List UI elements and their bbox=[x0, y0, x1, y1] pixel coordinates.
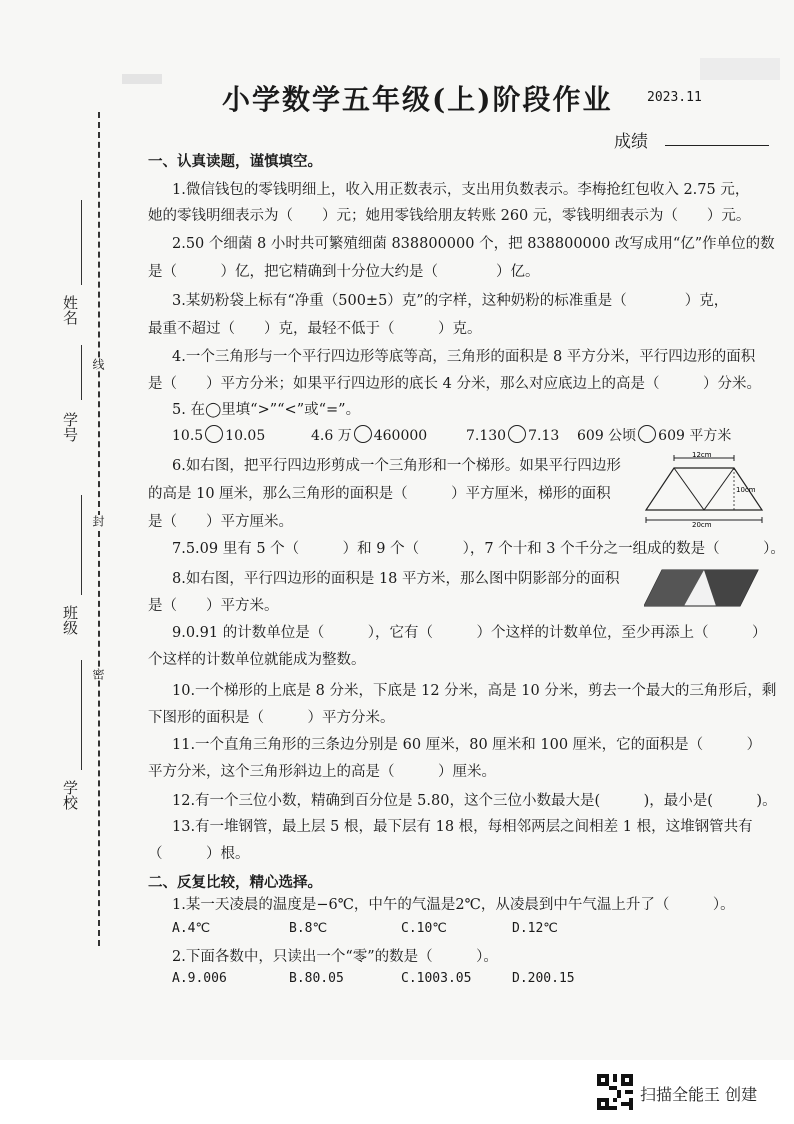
class-blank[interactable] bbox=[81, 495, 82, 595]
seal-word-seal: 封 bbox=[91, 515, 105, 527]
name-label: 姓名 bbox=[61, 295, 79, 325]
question-line: 3.某奶粉袋上标有“净重（500±5）克”的字样，这种奶粉的标准重是（ ）克， bbox=[172, 293, 729, 309]
question-line: 11.一个直角三角形的三条边分别是 60 厘米，80 厘米和 100 厘米，它的面积是（ ） bbox=[172, 737, 762, 753]
question-line: 12.有一个三位小数，精确到百分位是 5.80，这个三位小数最大是( )，最小是( )。 bbox=[172, 793, 777, 809]
binding-dashed-line bbox=[98, 112, 100, 946]
question-line: 平方分米，这个三角形斜边上的高是（ ）厘米。 bbox=[148, 764, 496, 780]
student-id-label: 学号 bbox=[61, 412, 79, 442]
school-blank[interactable] bbox=[81, 660, 82, 770]
compare-left: 10.5 bbox=[172, 428, 204, 444]
question-line: 1.某一天凌晨的温度是−6℃，中午的气温是2℃，从凌晨到中午气温上升了（ ）。 bbox=[172, 897, 735, 913]
question-line: 2.50 个细菌 8 小时共可繁殖细菌 838800000 个，把 838800000 改写成用“亿”作单位的数 bbox=[172, 236, 775, 252]
question-line: 9.0.91 的计数单位是（ ），它有（ ）个这样的计数单位，至少再添上（ ） bbox=[172, 625, 767, 641]
option-a[interactable]: A.9.006 bbox=[172, 971, 227, 986]
compare-left: 4.6 万 bbox=[311, 428, 352, 444]
footer-watermark: 扫描全能王 创建 bbox=[640, 1085, 758, 1104]
compare-circle[interactable] bbox=[205, 425, 223, 443]
question-line: 1.微信钱包的零钱明细上，收入用正数表示，支出用负数表示。李梅抢红包收入 2.75 元， bbox=[172, 182, 750, 198]
compare-circle[interactable] bbox=[508, 425, 526, 443]
compare-circle[interactable] bbox=[638, 425, 656, 443]
question-line: 7.5.09 里有 5 个（ ）和 9 个（ ），7 个十和 3 个千分之一组成的数是（ ）。 bbox=[172, 541, 785, 557]
option-b[interactable]: B.80.05 bbox=[289, 971, 344, 986]
compare-item-3 bbox=[466, 425, 559, 444]
option-c[interactable]: C.10℃ bbox=[401, 921, 447, 936]
question-line: 下图形的面积是（ ）平方分米。 bbox=[148, 710, 395, 726]
option-d[interactable]: D.12℃ bbox=[512, 921, 558, 936]
compare-right: 609 平方米 bbox=[658, 428, 732, 444]
question-line: 8.如右图，平行四边形的面积是 18 平方米，那么图中阴影部分的面积 bbox=[172, 571, 620, 587]
question-line: 是（ ）平方分米；如果平行四边形的底长 4 分米，那么对应底边上的高是（ ）分米。 bbox=[148, 376, 761, 392]
question-line: 是（ ）平方米。 bbox=[148, 598, 279, 614]
bleed-through bbox=[122, 74, 162, 84]
question-line: 13.有一堆钢管，最上层 5 根，最下层有 18 根，每相邻两层之间相差 1 根，这堆钢管共有 bbox=[172, 819, 753, 835]
question-line: （ ）根。 bbox=[148, 846, 250, 862]
parallelogram-figure bbox=[634, 448, 772, 530]
compare-right: 7.13 bbox=[528, 428, 560, 444]
question-line: 4.一个三角形与一个平行四边形等底等高，三角形的面积是 8 平方分米，平行四边形的面积 bbox=[172, 349, 756, 365]
option-c[interactable]: C.1003.05 bbox=[401, 971, 472, 986]
option-d[interactable]: D.200.15 bbox=[512, 971, 575, 986]
question-line: 是（ ）平方厘米。 bbox=[148, 514, 293, 530]
option-a[interactable]: A.4℃ bbox=[172, 921, 211, 936]
compare-item-4 bbox=[577, 425, 731, 445]
figure-top-label: 12cm bbox=[692, 451, 712, 459]
compare-item-1 bbox=[172, 425, 265, 444]
qr-code-icon bbox=[597, 1074, 633, 1110]
question-line: 的高是 10 厘米，那么三角形的面积是（ ）平方厘米，梯形的面积 bbox=[148, 486, 611, 502]
question-line: 5. 在◯里填“>”“<”或“=”。 bbox=[172, 402, 361, 418]
shaded-parallelogram-figure bbox=[644, 568, 760, 608]
section-heading-2: 二、反复比较，精心选择。 bbox=[148, 874, 322, 891]
score-label: 成绩 bbox=[614, 132, 648, 152]
question-line: 2.下面各数中，只读出一个“零”的数是（ ）。 bbox=[172, 949, 498, 965]
score-blank[interactable] bbox=[665, 145, 769, 146]
date-label: 2023.11 bbox=[647, 90, 702, 105]
school-label: 学校 bbox=[61, 780, 79, 810]
section-heading-1: 一、认真读题，谨慎填空。 bbox=[148, 153, 322, 170]
compare-right: 10.05 bbox=[225, 428, 266, 444]
question-line: 个这样的计数单位就能成为整数。 bbox=[148, 652, 366, 668]
compare-right: 460000 bbox=[373, 428, 428, 444]
class-label: 班级 bbox=[61, 605, 79, 635]
compare-left: 609 公顷 bbox=[577, 428, 637, 444]
figure-bottom-label: 20cm bbox=[692, 521, 712, 529]
figure-height-label: 10cm bbox=[736, 486, 756, 494]
name-blank[interactable] bbox=[81, 200, 82, 285]
bleed-through bbox=[700, 58, 780, 80]
compare-circle[interactable] bbox=[354, 425, 372, 443]
option-b[interactable]: B.8℃ bbox=[289, 921, 328, 936]
question-line: 是（ ）亿，把它精确到十分位大约是（ ）亿。 bbox=[148, 264, 540, 280]
compare-item-2 bbox=[311, 425, 427, 445]
compare-left: 7.130 bbox=[466, 428, 507, 444]
question-line: 10.一个梯形的上底是 8 分米，下底是 12 分米，高是 10 分米，剪去一个最大的三角形后，剩 bbox=[172, 683, 777, 699]
page-title: 小学数学五年级(上)阶段作业 bbox=[222, 83, 613, 116]
seal-word-line: 线 bbox=[91, 358, 105, 370]
student-id-blank[interactable] bbox=[81, 345, 82, 400]
question-line: 她的零钱明细表示为（ ）元；她用零钱给朋友转账 260 元，零钱明细表示为（ ）元。 bbox=[148, 208, 751, 224]
question-line: 6.如右图，把平行四边形剪成一个三角形和一个梯形。如果平行四边形 bbox=[172, 458, 621, 474]
question-line: 最重不超过（ ）克，最轻不低于（ ）克。 bbox=[148, 321, 482, 337]
seal-word-secret: 密 bbox=[91, 668, 105, 680]
